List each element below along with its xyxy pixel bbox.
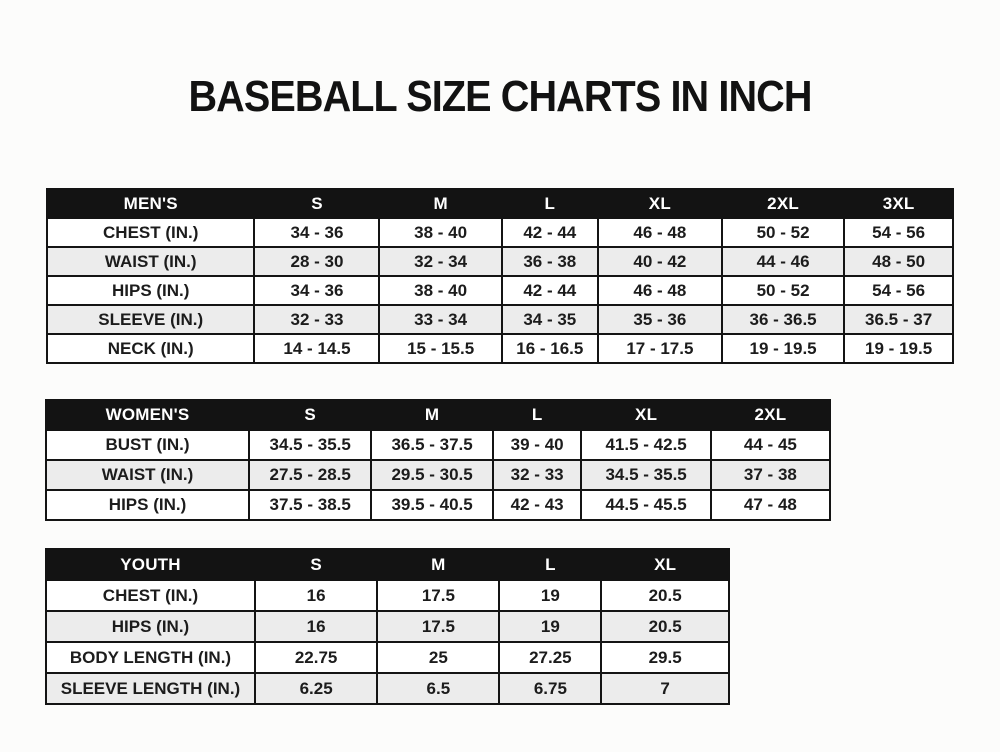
measurement-value-cell: 34 - 36 [254, 276, 379, 305]
size-header-cell: L [502, 189, 598, 218]
measurement-label-cell: WAIST (IN.) [46, 460, 249, 490]
measurement-value-cell: 42 - 44 [502, 218, 598, 247]
measurement-value-cell: 22.75 [255, 642, 377, 673]
measurement-value-cell: 39.5 - 40.5 [371, 490, 493, 520]
measurement-label-cell: HIPS (IN.) [46, 490, 249, 520]
size-header-cell: XL [601, 549, 729, 580]
measurement-value-cell: 32 - 33 [493, 460, 582, 490]
measurement-value-cell: 16 [255, 580, 377, 611]
measurement-row [46, 580, 729, 611]
measurement-value-cell: 17 - 17.5 [598, 334, 722, 363]
measurement-value-cell: 36.5 - 37.5 [371, 430, 493, 460]
size-header-cell: XL [581, 400, 710, 430]
measurement-value-cell: 38 - 40 [379, 276, 501, 305]
measurement-value-cell: 17.5 [377, 611, 499, 642]
size-header-cell: 2XL [722, 189, 844, 218]
measurement-value-cell: 37.5 - 38.5 [249, 490, 371, 520]
measurement-value-cell: 6.5 [377, 673, 499, 704]
measurement-row [47, 247, 953, 276]
measurement-value-cell: 32 - 34 [379, 247, 501, 276]
measurement-value-cell: 34.5 - 35.5 [249, 430, 371, 460]
measurement-value-cell: 19 [499, 580, 601, 611]
measurement-value-cell: 27.5 - 28.5 [249, 460, 371, 490]
measurement-value-cell: 50 - 52 [722, 218, 844, 247]
measurement-label-cell: SLEEVE (IN.) [47, 305, 254, 334]
measurement-value-cell: 46 - 48 [598, 276, 722, 305]
table-title-cell: YOUTH [46, 549, 255, 580]
measurement-label-cell: CHEST (IN.) [46, 580, 255, 611]
measurement-row [47, 305, 953, 334]
measurement-value-cell: 37 - 38 [711, 460, 830, 490]
measurement-value-cell: 38 - 40 [379, 218, 501, 247]
measurement-value-cell: 47 - 48 [711, 490, 830, 520]
table-title-cell: MEN'S [47, 189, 254, 218]
measurement-label-cell: CHEST (IN.) [47, 218, 254, 247]
size-header-cell: 3XL [844, 189, 953, 218]
measurement-row [47, 276, 953, 305]
measurement-row [46, 673, 729, 704]
mens-size-table [46, 188, 954, 364]
measurement-value-cell: 15 - 15.5 [379, 334, 501, 363]
measurement-value-cell: 54 - 56 [844, 218, 953, 247]
measurement-value-cell: 34 - 36 [254, 218, 379, 247]
measurement-label-cell: SLEEVE LENGTH (IN.) [46, 673, 255, 704]
measurement-value-cell: 39 - 40 [493, 430, 582, 460]
measurement-value-cell: 42 - 43 [493, 490, 582, 520]
youth-size-table [45, 548, 730, 705]
table-header-row [46, 549, 729, 580]
measurement-value-cell: 20.5 [601, 611, 729, 642]
measurement-value-cell: 44.5 - 45.5 [581, 490, 710, 520]
measurement-value-cell: 6.75 [499, 673, 601, 704]
table-title-cell: WOMEN'S [46, 400, 249, 430]
measurement-value-cell: 34 - 35 [502, 305, 598, 334]
measurement-value-cell: 48 - 50 [844, 247, 953, 276]
measurement-value-cell: 14 - 14.5 [254, 334, 379, 363]
page-title: BASEBALL SIZE CHARTS IN INCH [188, 72, 812, 121]
measurement-label-cell: WAIST (IN.) [47, 247, 254, 276]
measurement-value-cell: 6.25 [255, 673, 377, 704]
size-header-cell: M [379, 189, 501, 218]
measurement-value-cell: 32 - 33 [254, 305, 379, 334]
measurement-row [46, 460, 830, 490]
measurement-row [46, 642, 729, 673]
measurement-value-cell: 36 - 38 [502, 247, 598, 276]
measurement-value-cell: 44 - 45 [711, 430, 830, 460]
measurement-row [47, 334, 953, 363]
measurement-value-cell: 16 - 16.5 [502, 334, 598, 363]
womens-size-table [45, 399, 831, 521]
measurement-row [46, 611, 729, 642]
size-header-cell: S [255, 549, 377, 580]
measurement-value-cell: 29.5 - 30.5 [371, 460, 493, 490]
measurement-value-cell: 29.5 [601, 642, 729, 673]
size-header-cell: XL [598, 189, 722, 218]
measurement-value-cell: 28 - 30 [254, 247, 379, 276]
measurement-value-cell: 25 [377, 642, 499, 673]
measurement-label-cell: BODY LENGTH (IN.) [46, 642, 255, 673]
size-header-cell: L [499, 549, 601, 580]
measurement-value-cell: 20.5 [601, 580, 729, 611]
measurement-value-cell: 19 [499, 611, 601, 642]
measurement-value-cell: 34.5 - 35.5 [581, 460, 710, 490]
measurement-value-cell: 54 - 56 [844, 276, 953, 305]
measurement-value-cell: 33 - 34 [379, 305, 501, 334]
measurement-value-cell: 36.5 - 37 [844, 305, 953, 334]
measurement-value-cell: 50 - 52 [722, 276, 844, 305]
size-header-cell: S [249, 400, 371, 430]
measurement-label-cell: HIPS (IN.) [46, 611, 255, 642]
measurement-value-cell: 46 - 48 [598, 218, 722, 247]
table-header-row [46, 400, 830, 430]
measurement-label-cell: HIPS (IN.) [47, 276, 254, 305]
size-header-cell: L [493, 400, 582, 430]
measurement-value-cell: 7 [601, 673, 729, 704]
table-header-row [47, 189, 953, 218]
measurement-value-cell: 19 - 19.5 [722, 334, 844, 363]
measurement-value-cell: 19 - 19.5 [844, 334, 953, 363]
measurement-row [46, 430, 830, 460]
measurement-value-cell: 35 - 36 [598, 305, 722, 334]
measurement-row [46, 490, 830, 520]
measurement-label-cell: NECK (IN.) [47, 334, 254, 363]
measurement-value-cell: 40 - 42 [598, 247, 722, 276]
size-header-cell: S [254, 189, 379, 218]
measurement-value-cell: 41.5 - 42.5 [581, 430, 710, 460]
measurement-value-cell: 27.25 [499, 642, 601, 673]
measurement-value-cell: 44 - 46 [722, 247, 844, 276]
size-header-cell: 2XL [711, 400, 830, 430]
size-header-cell: M [371, 400, 493, 430]
measurement-value-cell: 36 - 36.5 [722, 305, 844, 334]
measurement-row [47, 218, 953, 247]
measurement-value-cell: 42 - 44 [502, 276, 598, 305]
measurement-label-cell: BUST (IN.) [46, 430, 249, 460]
measurement-value-cell: 16 [255, 611, 377, 642]
size-header-cell: M [377, 549, 499, 580]
measurement-value-cell: 17.5 [377, 580, 499, 611]
